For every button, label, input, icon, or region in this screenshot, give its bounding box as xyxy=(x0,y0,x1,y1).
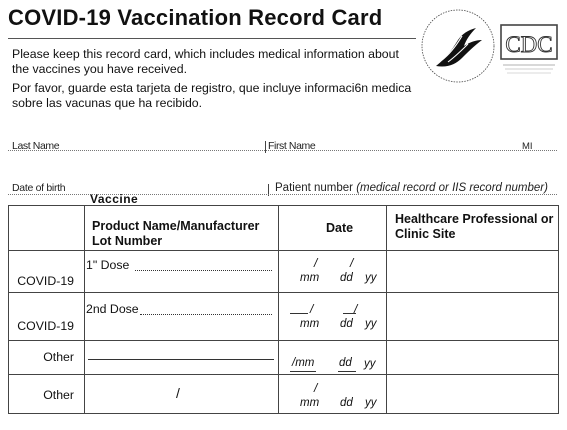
date-month-hint: mm xyxy=(300,397,320,409)
column-divider xyxy=(84,205,85,414)
date-month-blank[interactable] xyxy=(290,313,308,314)
date-slash: / xyxy=(350,256,354,270)
date-year-hint: yy xyxy=(364,358,376,370)
date-of-birth-label: Date of birth xyxy=(12,182,66,194)
dose-1-label: 1" Dose xyxy=(86,258,130,272)
mi-label: MI xyxy=(522,141,533,152)
last-name-label: Last Name xyxy=(12,140,60,152)
intro-spanish: Por favor, guarde esta tarjeta de registro, que incluye informaci6n medica sobre las vacunas que ha recibido. xyxy=(12,81,412,110)
row-divider xyxy=(8,374,559,375)
date-year-hint: yy xyxy=(365,397,377,409)
date-year-hint: yy xyxy=(365,318,377,330)
vaccine-header-cutoff: Vaccine xyxy=(90,192,139,206)
svg-text:CDC: CDC xyxy=(505,32,553,57)
date-day-blank[interactable] xyxy=(338,371,356,372)
date-slash: / xyxy=(354,302,358,316)
date-month-hint: mm xyxy=(300,318,320,330)
vaccine-name-cell: COVID-19 xyxy=(17,274,74,288)
patient-number-prefix: Patient number xyxy=(275,182,353,194)
row-divider xyxy=(8,292,559,293)
other-product-entry-line[interactable] xyxy=(88,359,274,360)
dose-2-entry-line[interactable] xyxy=(140,314,272,315)
first-name-label: First Name xyxy=(268,140,316,152)
date-year-hint: yy xyxy=(365,272,377,284)
field-separator xyxy=(265,141,266,153)
date-day-hint: dd xyxy=(339,357,352,369)
name-field-line xyxy=(8,150,557,151)
cdc-logo-icon xyxy=(499,23,559,79)
column-divider xyxy=(278,205,279,414)
dose-1-entry-line[interactable] xyxy=(135,270,272,271)
date-month-hint: mm xyxy=(300,272,320,284)
product-column-header: Product Name/Manufacturer Lot Number xyxy=(92,219,260,248)
row-divider xyxy=(8,250,559,251)
vaccine-name-cell: Other xyxy=(43,350,74,364)
healthcare-column-header: Healthcare Professional or Clinic Site xyxy=(395,212,554,241)
product-entry-mark: / xyxy=(176,385,180,401)
card-title: COVID-19 Vaccination Record Card xyxy=(8,5,383,30)
row-divider xyxy=(8,413,559,414)
date-slash: / xyxy=(314,381,318,395)
row-divider xyxy=(8,340,559,341)
column-divider xyxy=(386,205,387,414)
date-day-hint: dd xyxy=(340,397,353,409)
date-day-hint: dd xyxy=(340,318,353,330)
date-column-header: Date xyxy=(326,221,354,235)
title-divider xyxy=(8,38,416,39)
intro-english: Please keep this record card, which includes medical information about the vaccines you have received. xyxy=(12,47,399,76)
date-month-hint: /mm xyxy=(292,357,315,369)
dose-2-label: 2nd Dose xyxy=(86,302,139,316)
date-slash: / xyxy=(314,256,318,270)
patient-number-note: (medical record or IIS record number) xyxy=(356,182,548,194)
vaccine-name-cell: COVID-19 xyxy=(17,319,74,333)
date-slash: / xyxy=(310,302,314,316)
hhs-seal-icon xyxy=(418,6,498,86)
date-day-hint: dd xyxy=(340,272,353,284)
patient-number-label xyxy=(275,182,548,194)
vaccine-name-cell: Other xyxy=(43,388,74,402)
date-month-blank[interactable] xyxy=(290,371,316,372)
